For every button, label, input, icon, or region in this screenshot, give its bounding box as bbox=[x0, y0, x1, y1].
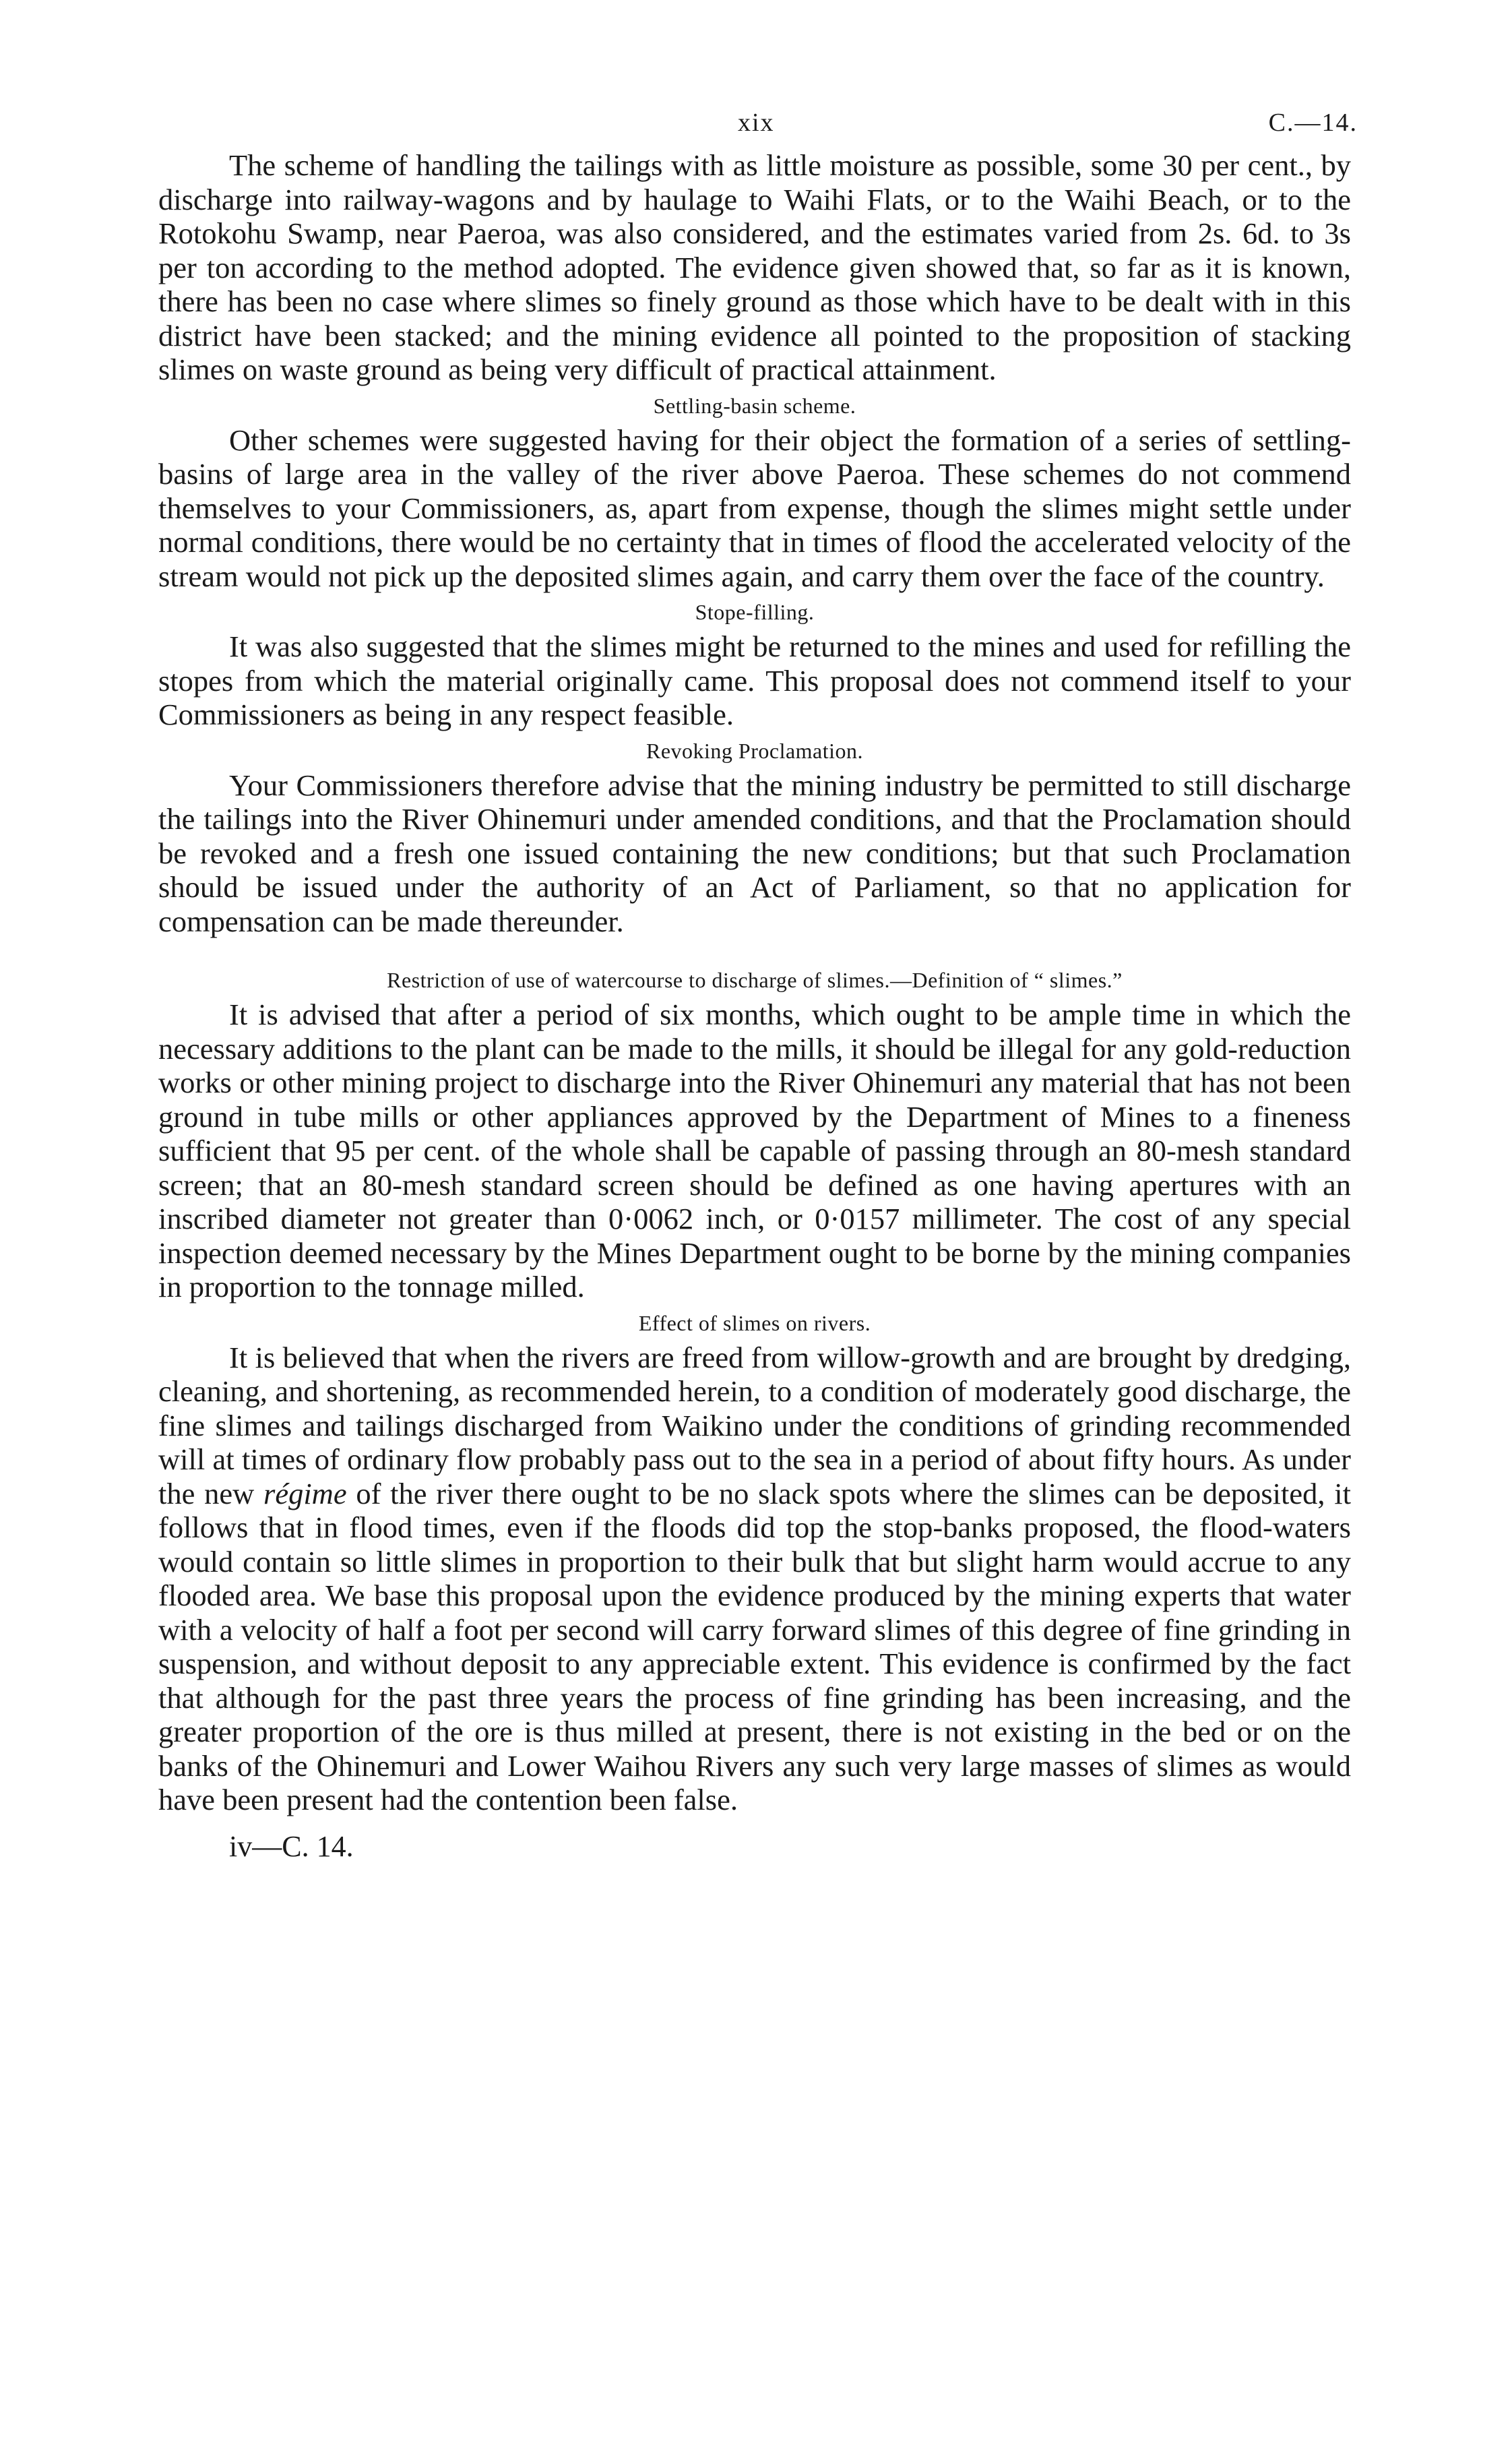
paragraph-stope-filling: It was also suggested that the slimes might be returned to the mines and used for refilling the stopes from which the material originally came. This proposal does not commend itself to your Commissioners as being in any respect feasible. bbox=[158, 630, 1351, 731]
section-heading-effect-of-slimes: Effect of slimes on rivers. bbox=[638, 1310, 871, 1335]
document-page bbox=[158, 108, 1358, 1864]
paragraph-effect-part-1: It is believed that when the rivers are freed from willow-growth and are brought by dredging, cleaning, and shortening, as recommended herein, to a condition of moderately good discharge, the fine slimes and tailings discharged from Waikino under the conditions of grinding recommended will at times of ordinary flow probably pass out to the sea in a period of about fifty hours. As under the new bbox=[158, 1340, 1351, 1510]
paragraph-effect-of-slimes bbox=[158, 1341, 1351, 1817]
paragraph-revoking-proclamation: Your Commissioners therefore advise that the mining industry be permitted to still discharge the tailings into the River Ohinemuri under amended conditions, and that the Proclamation should be revoked and a fresh one issued containing the new conditions; but that such Proclamation should be issued under the authority of an Act of Parliament, so that no application for compensation can be made thereunder. bbox=[158, 768, 1351, 938]
section-heading-settling-basin: Settling-basin scheme. bbox=[653, 393, 856, 418]
document-reference: C.—14. bbox=[1268, 109, 1358, 137]
section-heading-restriction: Restriction of use of watercourse to discharge of slimes.—Definition of “ slimes.” bbox=[387, 968, 1123, 992]
footer-signature-ref: iv—C. 14. bbox=[229, 1829, 354, 1863]
paragraph-tailings-handling: The scheme of handling the tailings with as little moisture as possible, some 30 per cent., by discharge into railway-wagons and by haulage to Waihi Flats, or to the Waihi Beach, or to the Rotokohu Swamp, near Paeroa, was also considered, and the estimates varied from 2s. 6d. to 3s per ton according to the method adopted. The evidence given showed that, so far as it is known, there has been no case where slimes so finely ground as those which have to be dealt with in this district have been stacked; and the mining evidence all pointed to the proposition of stacking slimes on waste ground as being very difficult of practical attainment. bbox=[158, 148, 1351, 386]
page-header bbox=[158, 108, 1358, 148]
page-number: xix bbox=[738, 109, 775, 137]
section-heading-stope-filling: Stope-filling. bbox=[695, 600, 815, 624]
section-heading-revoking-proclamation: Revoking Proclamation. bbox=[645, 738, 864, 763]
paragraph-restriction: It is advised that after a period of six months, which ought to be ample time in which the necessary additions to the plant can be made to the mills, it should be illegal for any gold-reduction works or other mining project to discharge into the River Ohinemuri any material that has not been ground in tube mills or other appliances approved by the Department of Mines to a fineness sufficient that 95 per cent. of the whole shall be capable of passing through an 80-mesh standard screen; that an 80-mesh standard screen should be defined as one having apertures with an inscribed diameter not greater than 0·0062 inch, or 0·0157 millimeter. The cost of any special inspection deemed necessary by the Mines Department ought to be borne by the mining companies in proportion to the tonnage milled. bbox=[158, 998, 1351, 1304]
paragraph-effect-part-2: of the river there ought to be no slack spots where the slimes can be deposited, it follows that in flood times, even if the floods did top the stop-banks proposed, the flood-waters would contain so little slimes in proportion to their bulk that but slight harm would accrue to any flooded area. We base this proposal upon the evidence produced by the mining experts that water with a velocity of half a foot per second will carry forward slimes of this degree of fine grinding in suspension, and without deposit to any appreciable extent. This evidence is confirmed by the fact that although for the past three years the process of fine grinding has been increasing, and the greater proportion of the ore is thus milled at present, there is not existing in the bed or on the banks of the Ohinemuri and Lower Waihou Rivers any such very large masses of slimes as would have been present had the contention been false. bbox=[158, 1476, 1351, 1816]
italic-term-regime: régime bbox=[263, 1476, 347, 1510]
paragraph-settling-basins: Other schemes were suggested having for their object the formation of a series of settling-basins of large area in the valley of the river above Paeroa. These schemes do not commend themselves to your Commissioners, as, apart from expense, though the slimes might settle under normal conditions, there would be no certainty that in times of flood the accelerated velocity of the stream would not pick up the deposited slimes again, and carry them over the face of the country. bbox=[158, 423, 1351, 593]
